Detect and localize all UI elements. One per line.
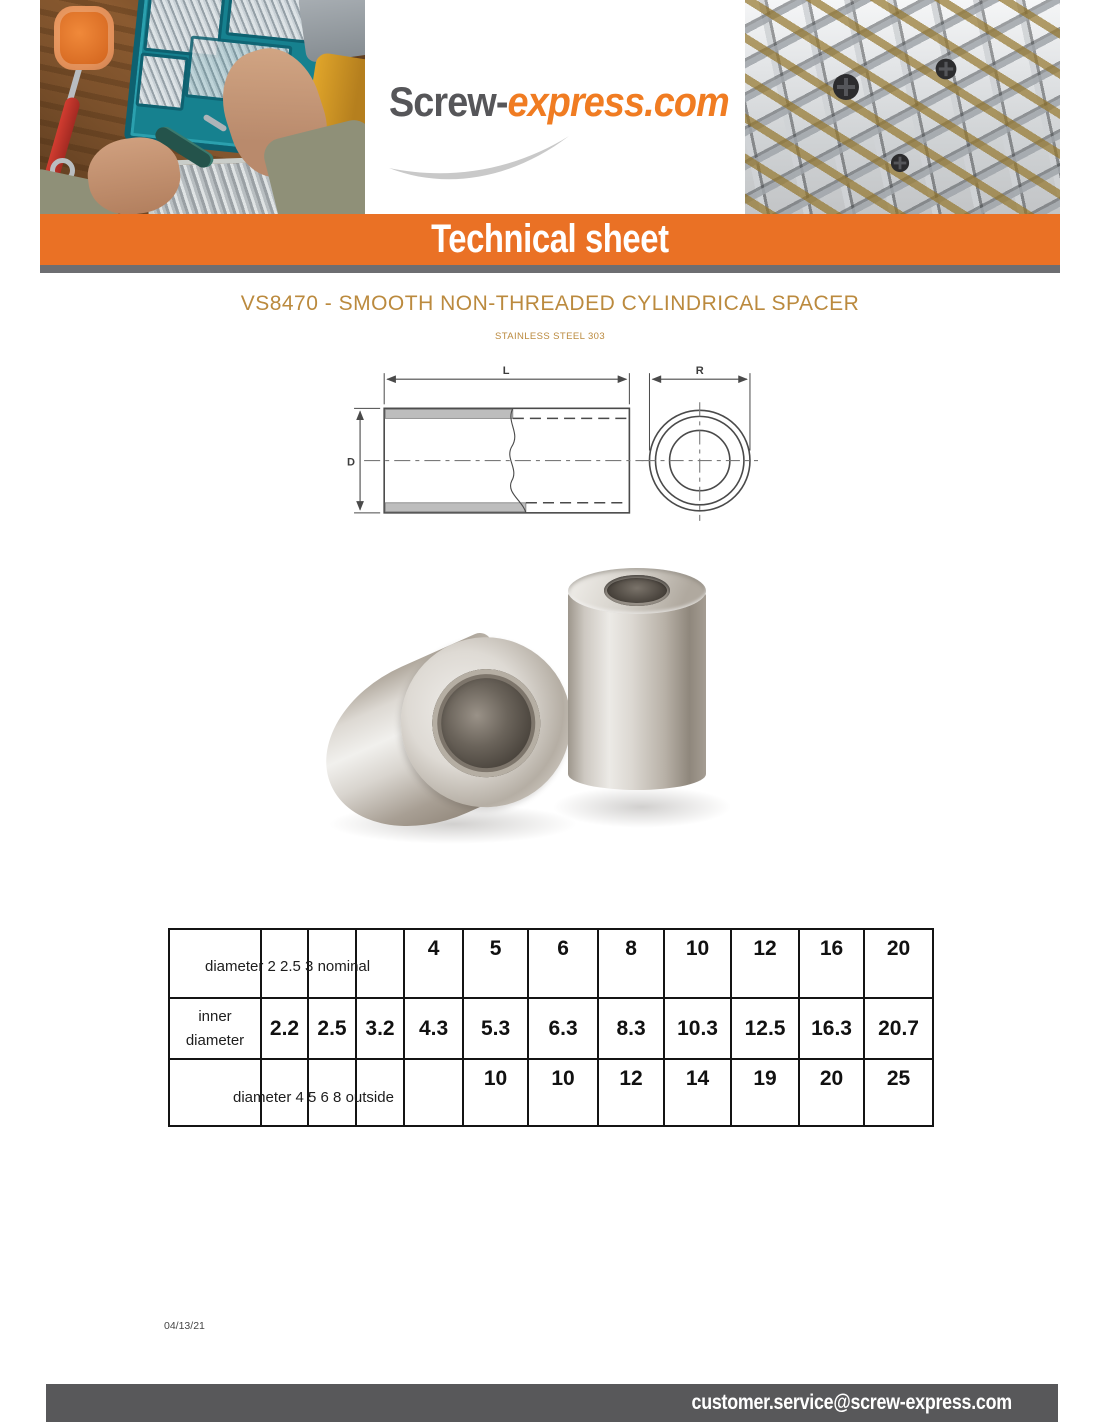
screws-photo — [745, 0, 1060, 217]
page-title: VS8470 - SMOOTH NON-THREADED CYLINDRICAL SPACER — [240, 292, 860, 315]
table-row-inner-diameter — [169, 998, 933, 1059]
spec-value-cell: 6.3 — [528, 998, 598, 1059]
technical-sheet-banner — [40, 214, 1060, 265]
dimensions-table — [168, 928, 934, 1127]
spec-value-cell: 5 — [463, 929, 528, 998]
spec-value-cell: 3.2 — [356, 998, 404, 1059]
banner-divider — [40, 265, 1060, 273]
logo-area — [365, 0, 745, 217]
spec-value-cell: 20.7 — [864, 998, 933, 1059]
spec-value-cell: 6 — [528, 929, 598, 998]
technical-drawing — [346, 360, 758, 526]
spec-value-cell: 8 — [598, 929, 664, 998]
screw-head-graphic — [891, 154, 909, 172]
spec-value-cell: 14 — [664, 1059, 731, 1126]
dim-label-length: L — [502, 365, 510, 378]
row-label-cell — [169, 929, 404, 998]
spec-value-cell: 20 — [799, 1059, 864, 1126]
row-label: inner diameter — [169, 998, 261, 1059]
material-subtitle: STAINLESS STEEL 303 — [494, 331, 606, 342]
spec-value-cell: 4.3 — [404, 998, 463, 1059]
workbench-photo — [40, 0, 365, 217]
spacer-standing — [568, 568, 706, 802]
table-row-outside-diameter — [169, 1059, 933, 1126]
row-label: diameter 4 5 6 8 outside — [233, 1088, 394, 1106]
brand-logo — [389, 78, 729, 126]
spec-value-cell: 12.5 — [731, 998, 799, 1059]
row-label: diameter 2 2.5 3 nominal — [205, 958, 371, 975]
spec-value-cell: 5.3 — [463, 998, 528, 1059]
logo-text-gray: Screw- — [389, 78, 508, 125]
spec-value-cell: 20 — [864, 929, 933, 998]
screw-head-graphic — [936, 59, 957, 80]
spec-value-cell: 12 — [598, 1059, 664, 1126]
spec-value-cell: 2.5 — [308, 998, 356, 1059]
screw-head-graphic — [833, 74, 859, 100]
banner-title: Technical sheet — [431, 217, 669, 261]
tape-measure-graphic — [54, 6, 114, 70]
spacer-body — [568, 590, 706, 790]
spec-value-cell: 19 — [731, 1059, 799, 1126]
dim-label-radius: R — [695, 365, 704, 378]
row-label-cell — [169, 1059, 404, 1126]
spec-value-cell: 4 — [404, 929, 463, 998]
footer-bar — [46, 1384, 1058, 1422]
logo-text-orange: express.com — [507, 78, 729, 125]
spec-value-cell: 25 — [864, 1059, 933, 1126]
spec-value-cell: 10.3 — [664, 998, 731, 1059]
spec-value-cell: 10 — [528, 1059, 598, 1126]
spec-value-cell — [404, 1059, 463, 1126]
spacer-bore — [604, 575, 670, 606]
logo-swoosh — [383, 128, 583, 186]
spec-value-cell: 16 — [799, 929, 864, 998]
spec-value-cell: 12 — [731, 929, 799, 998]
table-row-nominal-diameter — [169, 929, 933, 998]
dim-label-diameter: D — [347, 456, 355, 469]
contact-email: customer.service@screw-express.com — [691, 1391, 1012, 1414]
spec-value-cell: 16.3 — [799, 998, 864, 1059]
product-photo — [300, 552, 740, 864]
spec-value-cell: 10 — [463, 1059, 528, 1126]
spec-value-cell: 10 — [664, 929, 731, 998]
document-date: 04/13/21 — [164, 1320, 205, 1332]
spec-value-cell: 8.3 — [598, 998, 664, 1059]
screws-texture — [745, 0, 1060, 217]
spec-value-cell: 2.2 — [261, 998, 308, 1059]
